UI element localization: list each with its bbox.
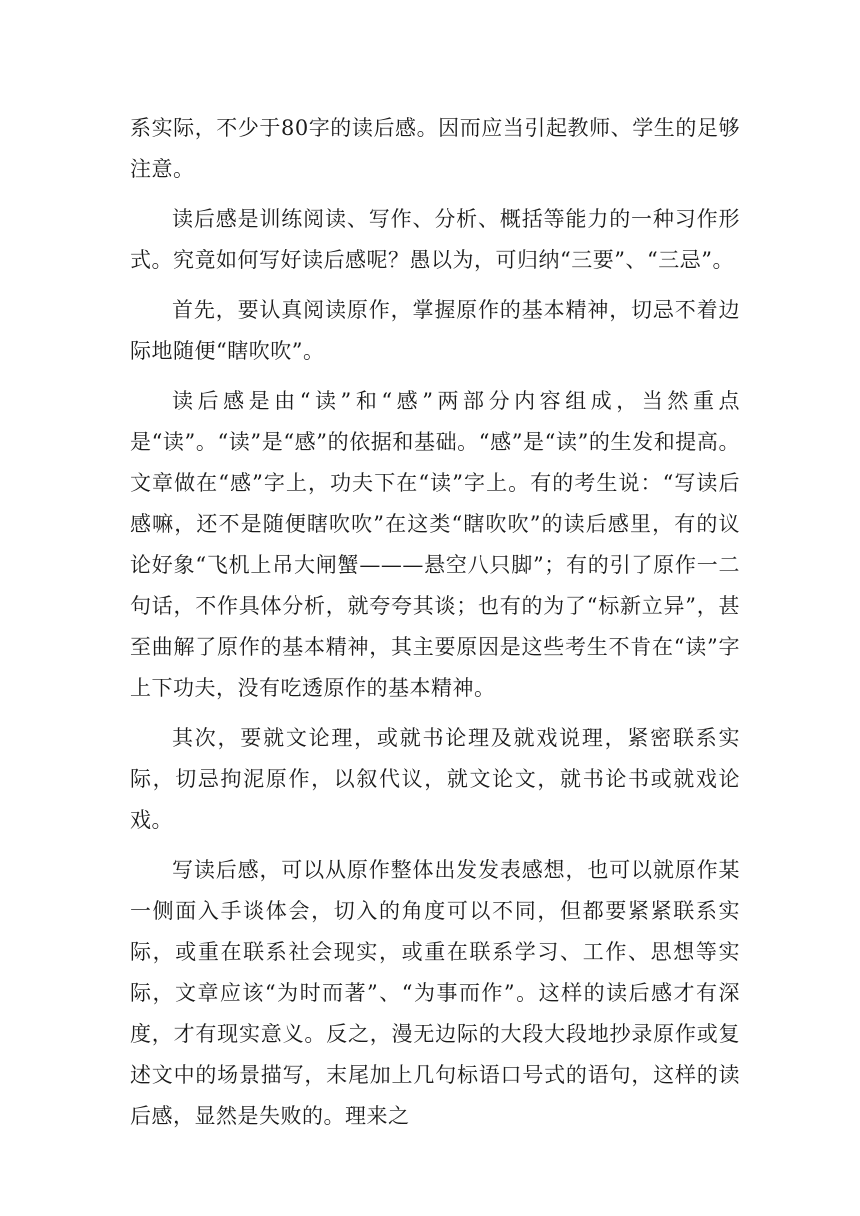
document-body [130, 108, 740, 1146]
paragraph-first-point: 首先，要认真阅读原作，掌握原作的基本精神，切忌不着边际地随便“瞎吹吹”。 [130, 298, 740, 363]
paragraph-read-and-feel: 读后感是由“读”和“感”两部分内容组成，当然重点是“读”。“读”是“感”的依据和基础。“感”是“读”的生发和提高。文章做在“感”字上，功夫下在“读”字上。有的考生说：“写读后感嘛，还不是随便瞎吹吹”在这类“瞎吹吹”的读后感里，有的议论好象“飞机上吊大闸蟹———悬空八只脚”；有的引了原作一二句话，不作具体分析，就夸夸其谈；也有的为了“标新立异”，甚至曲解了原作的基本精神，其主要原因是这些考生不肯在“读”字上下功夫，没有吃透原作的基本精神。 [130, 389, 740, 700]
paragraph-definition: 读后感是训练阅读、写作、分析、概括等能力的一种习作形式。究竟如何写好读后感呢？愚以为，可归纳“三要”、“三忌”。 [130, 207, 740, 272]
paragraph-practice: 写读后感，可以从原作整体出发发表感想，也可以就原作某一侧面入手谈体会，切入的角度可以不同，但都要紧紧联系实际，或重在联系社会现实，或重在联系学习、工作、思想等实际，文章应该“为时而著”、“为事而作”。这样的读后感才有深度，才有现实意义。反之，漫无边际的大段大段地抄录原作或复述文中的场景描写，末尾加上几句标语口号式的语句，这样的读后感，显然是失败的。理来之 [130, 858, 740, 1128]
paragraph-second-point: 其次，要就文论理，或就书论理及就戏说理，紧密联系实际，切忌拘泥原作，以叙代议，就文论文，就书论书或就戏论戏。 [130, 726, 740, 832]
paragraph-continuation: 系实际，不少于80字的读后感。因而应当引起教师、学生的足够注意。 [130, 116, 740, 181]
